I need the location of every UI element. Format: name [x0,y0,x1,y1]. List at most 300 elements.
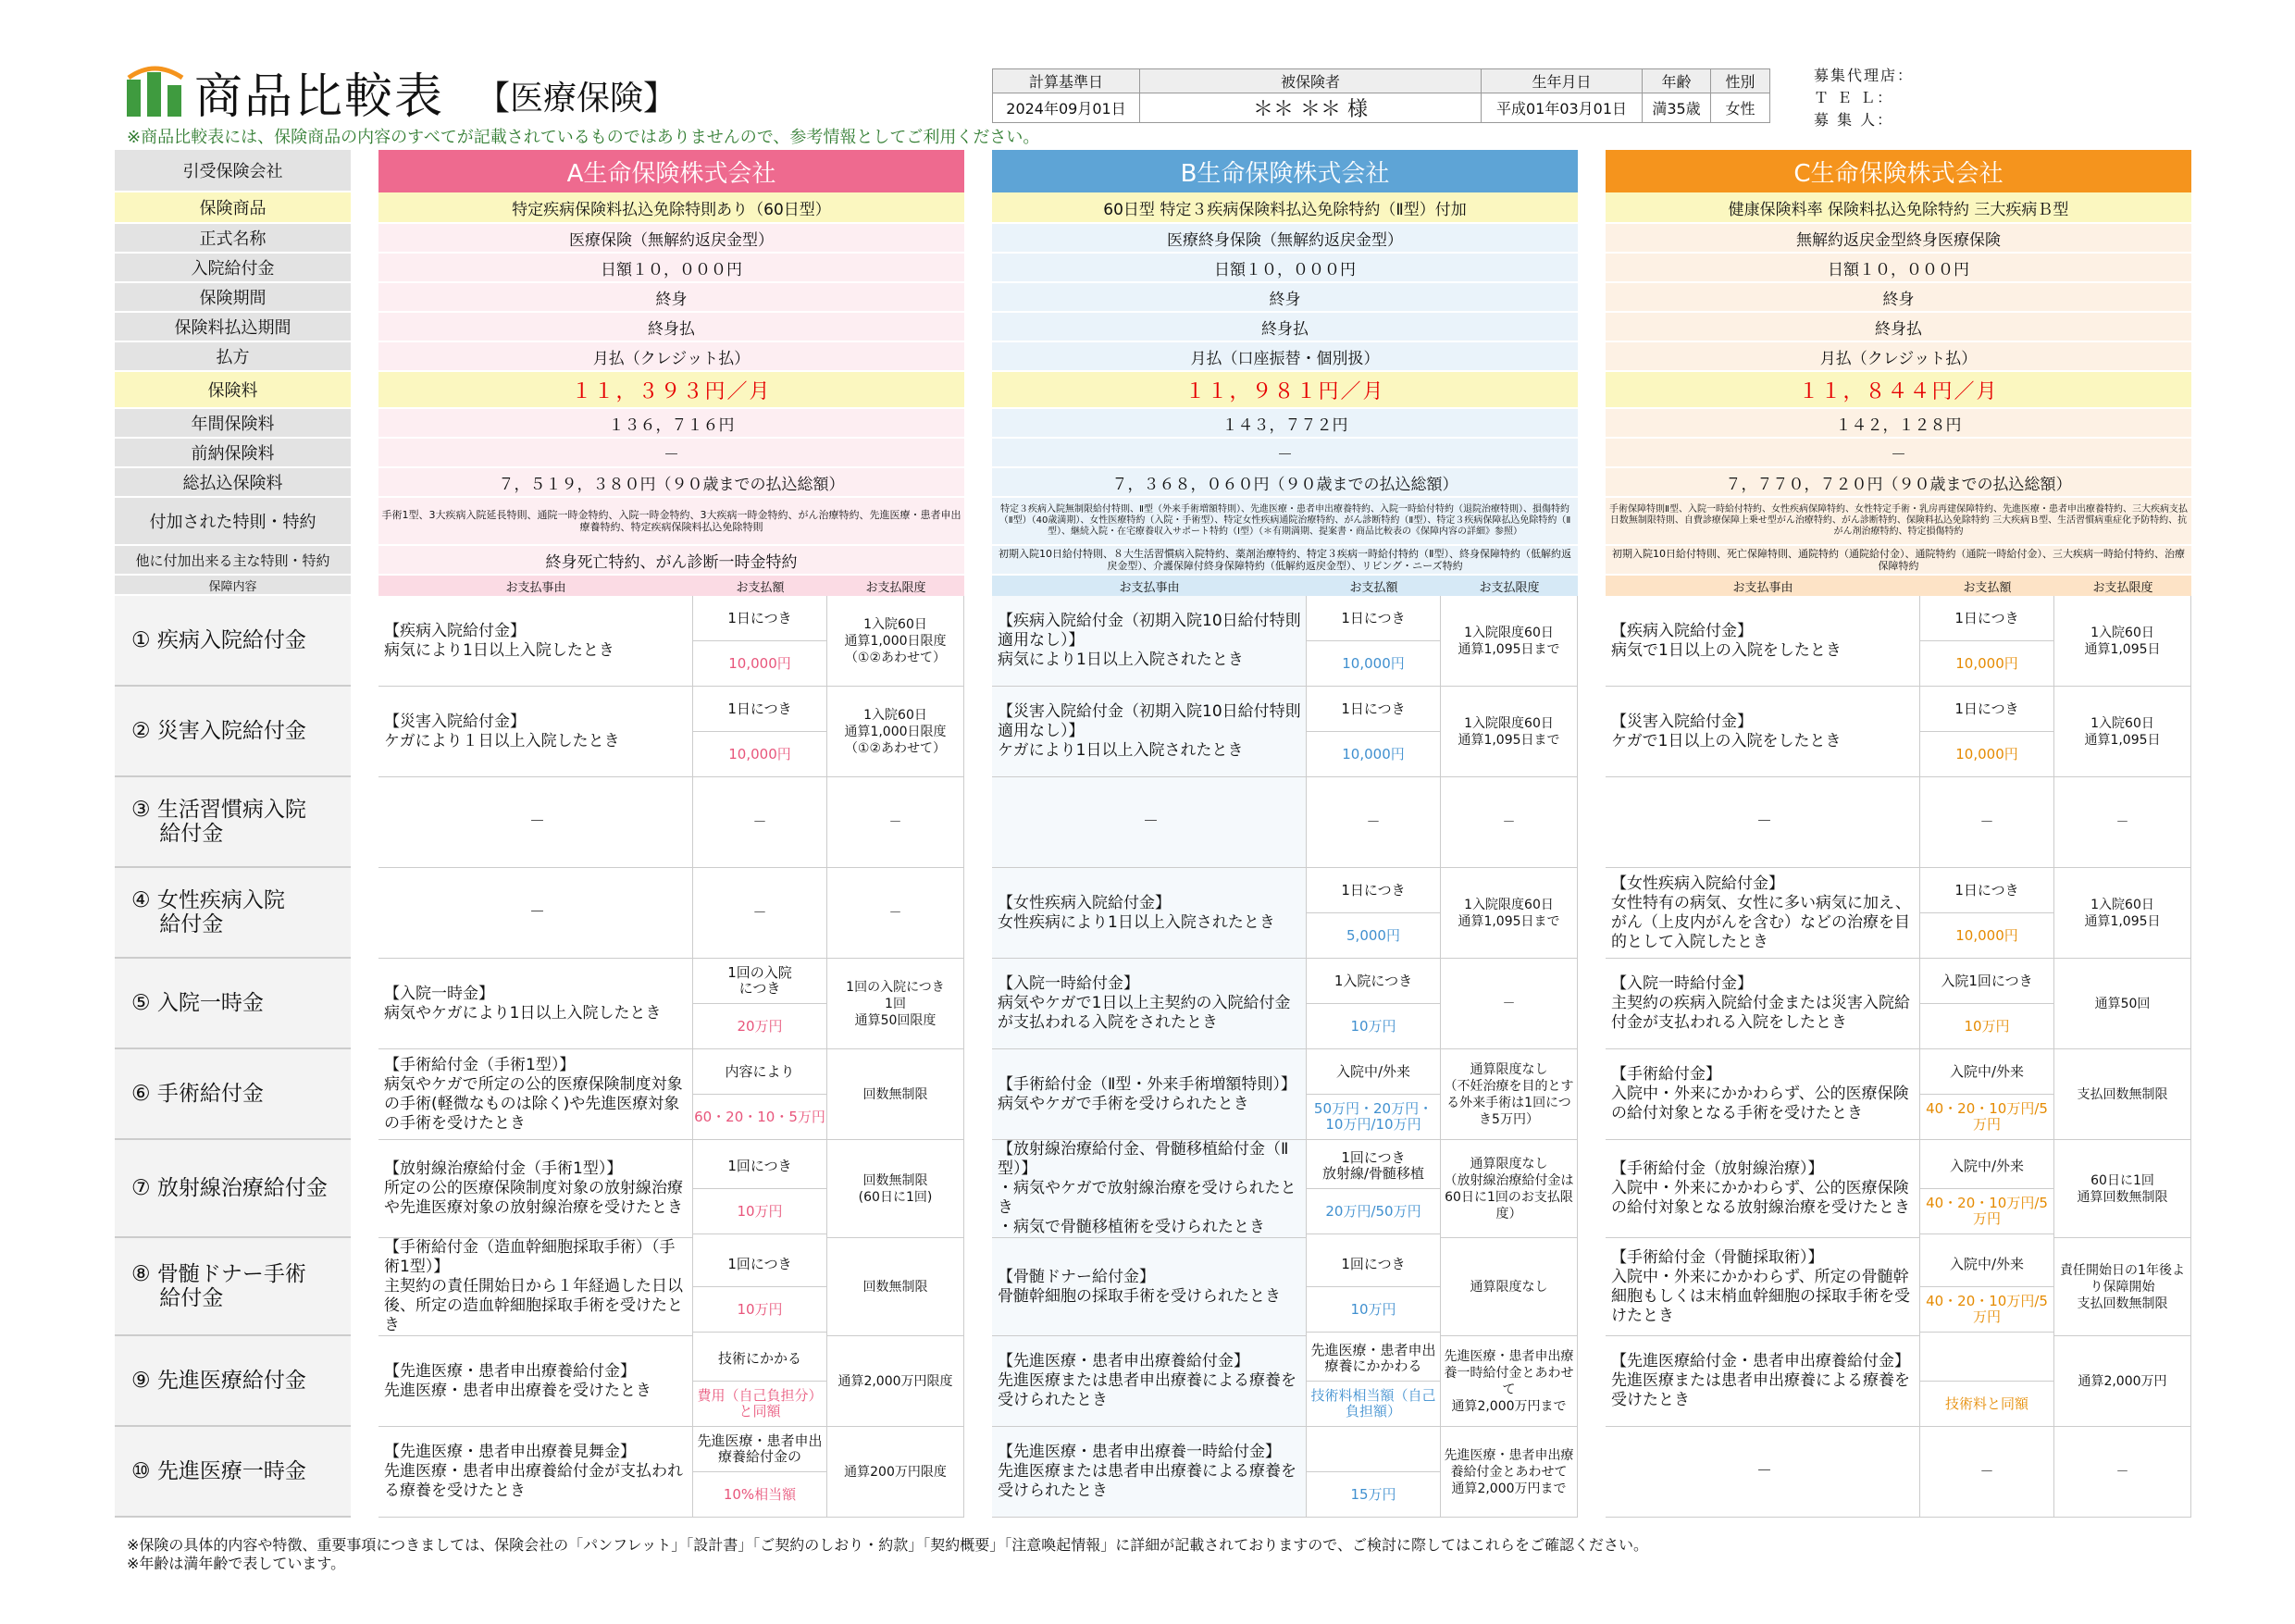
amount-unit: 1日につき [1920,868,2053,913]
benefit-limit: 支払回数無制限 [2054,1049,2191,1140]
benefit-amount [1920,687,2054,777]
age: 満35歳 [1643,93,1711,123]
amount-value: 10万円 [1307,1287,1440,1333]
company-a-method: 月払（クレジット払） [378,342,964,372]
benefit-label: ① 疾病入院給付金 [115,596,351,687]
benefit-limit: 1入院60日 通算1,095日 [2054,687,2191,777]
column-gap [1578,576,1606,596]
benefit-event: － [378,777,693,868]
amount-value: 10万円 [1920,1004,2053,1049]
company-c-period: 終身 [1606,283,2191,313]
column-gap [964,777,992,868]
row-label-riders: 付加された特則・特約 [115,498,351,546]
benefit-event: 【手術給付金（手術1型）】 病気やケガで所定の公的医療保険制度対象の手術(軽微なものは除く)や先進医療対象の手術を受けたとき [378,1049,693,1140]
amount-unit: 1回につき [693,1144,826,1189]
column-gap [1578,150,1606,192]
benefit-event: － [1606,777,1920,868]
column-gap [351,498,378,546]
benefit-event: 【疾病入院給付金（初期入院10日給付特則適用なし）】 病気により1日以上入院されたとき [992,596,1307,687]
benefit-event: 【手術給付金】 入院中・外来にかかわらず、公的医療保険の給付対象となる手術を受けたとき [1606,1049,1920,1140]
benefit-event: 【手術給付金（放射線治療）】 入院中・外来にかかわらず、公的医療保険の給付対象となる放射線治療を受けたとき [1606,1140,1920,1238]
page-subtitle: 【医療保険】 [477,80,677,118]
info-header: 被保険者 [1140,69,1482,93]
company-a-period: 終身 [378,283,964,313]
column-gap [964,372,992,409]
company-a-official: 医療保険（無解約返戻金型） [378,224,964,254]
amount-unit: 1日につき [693,687,826,732]
benefit-event: 【先進医療・患者申出療養見舞金】 先進医療・患者申出療養給付金が支払われる療養を受けたとき [378,1427,693,1518]
column-gap [351,1140,378,1238]
benefit-label: ⑧ 骨髄ドナー手術 給付金 [115,1238,351,1336]
column-gap [351,192,378,224]
column-gap [1578,868,1606,959]
benefit-amount [1307,868,1441,959]
benefit-amount [1920,1238,2054,1336]
benefit-amount [693,1336,827,1427]
benefit-amount [1307,1238,1441,1336]
benefit-amount [1920,1049,2054,1140]
column-gap [351,959,378,1049]
benefit-limit: 1入院60日 通算1,095日 [2054,868,2191,959]
column-gap [351,1427,378,1518]
sub-header-c-2: お支払限度 [2054,576,2191,596]
column-gap [964,1238,992,1336]
column-gap [351,868,378,959]
footer-note: ※年齢は満年齢で表しています。 [127,1555,346,1572]
benefit-amount [1920,868,2054,959]
row-label-other: 他に付加出来る主な特則・特約 [115,546,351,576]
benefit-limit: 1回の入院につき 1回 通算50回限度 [827,959,964,1049]
benefit-event: 【入院一時金】 病気やケガにより1日以上入院したとき [378,959,693,1049]
column-gap [1578,959,1606,1049]
info-header: 生年月日 [1482,69,1643,93]
notice-text: ※商品比較表には、保険商品の内容のすべてが記載されているものではありませんので、参考情報としてご利用ください。 [127,128,1040,147]
sub-header-b-1: お支払額 [1307,576,1441,596]
benefit-limit: 1入院60日 通算1,000日限度 （①②あわせて） [827,687,964,777]
amount-value: 40・20・10万円/5万円 [1920,1287,2053,1333]
benefit-limit: 通算50回 [2054,959,2191,1049]
company-b-riders: 特定３疾病入院無制限給付特則、Ⅱ型（外来手術増額特則）、先進医療・患者申出療養特約、入院一時給付特約（退院治療特則）、損傷特約（Ⅱ型）（40歳満期）、女性医療特約（入院・手術型）、特定女性疾病通院治療特約、がん診断特約（Ⅱ型）、特定３疾病保障払込免除特約（Ⅱ型）、継続入院・在宅療養収入サポート特約（Ⅰ型）（＊有期満期、提案書・商品比較表の《保障内容の詳細》参照） [992,498,1578,546]
column-gap [1578,687,1606,777]
amount-value: 10,000円 [1307,732,1440,777]
benefit-amount [1307,687,1441,777]
company-c-daily: 日額１０，０００円 [1606,254,2191,283]
sub-header-c-0: お支払事由 [1606,576,1920,596]
row-label-method: 払方 [115,342,351,372]
amount-value: 技術料相当額（自己負担額） [1307,1382,1440,1427]
benefit-amount [1307,1049,1441,1140]
benefit-limit: 1入院限度60日 通算1,095日まで [1441,687,1578,777]
amount-value: 10,000円 [693,641,826,687]
benefit-event: 【災害入院給付金】 ケガで1日以上の入院をしたとき [1606,687,1920,777]
benefit-limit: 1入院限度60日 通算1,095日まで [1441,868,1578,959]
benefit-limit: 60日に1回 通算回数無制限 [2054,1140,2191,1238]
row-label-total: 総払込保険料 [115,468,351,498]
amount-unit: 入院中/外来 [1920,1049,2053,1095]
amount-unit: 1日につき [693,596,826,641]
amount-unit: 1日につき [1307,868,1440,913]
company-c-method: 月払（クレジット払） [1606,342,2191,372]
benefit-amount [1307,596,1441,687]
benefit-event: 【疾病入院給付金】 病気により1日以上入院したとき [378,596,693,687]
benefit-event: 【放射線治療給付金（手術1型）】 所定の公的医療保険制度対象の放射線治療や先進医療対象の放射線治療を受けたとき [378,1140,693,1238]
benefit-amount [1920,596,2054,687]
benefit-limit: 回数無制限 [827,1049,964,1140]
column-gap [351,254,378,283]
insured-info-table [992,68,1770,123]
column-gap [964,439,992,468]
company-a-product: 特定疾病保険料払込免除特則あり（60日型） [378,192,964,224]
footer-note: ※保険の具体的内容や特徴、重要事項につきましては、保険会社の「パンフレット」「設計書」「ご契約のしおり・約款」「契約概要」「注意喚起情報」に詳細が記載されておりますので、ご検討に際してはこれらをご確認ください。 [127,1536,1648,1554]
column-gap [964,254,992,283]
company-b-total: ７，３６８，０６０円（９０歳までの払込総額） [992,468,1578,498]
benefit-limit: 回数無制限 [827,1238,964,1336]
benefit-amount [693,959,827,1049]
column-gap [964,1336,992,1427]
tel-label: Ｔ Ｅ Ｌ： [1814,89,1894,106]
amount-unit [1307,1427,1440,1472]
amount-unit: 先進医療・患者申出療養給付金の [693,1427,826,1472]
benefit-event: 【災害入院給付金】 ケガにより１日以上入院したとき [378,687,693,777]
amount-unit: 内容により [693,1049,826,1095]
company-b-official: 医療終身保険（無解約返戻金型） [992,224,1578,254]
benefit-limit: 回数無制限 (60日に1回) [827,1140,964,1238]
benefit-label: ⑥ 手術給付金 [115,1049,351,1140]
page-title: 商品比較表 [194,69,445,125]
benefit-limit: 責任開始日の1年後より保障開始 支払回数無制限 [2054,1238,2191,1336]
amount-unit: 入院中/外来 [1920,1144,2053,1189]
amount-unit: 1入院につき [1307,959,1440,1004]
company-c-official: 無解約返戻金型終身医療保険 [1606,224,2191,254]
row-label-prepay: 前納保険料 [115,439,351,468]
benefit-event: 【先進医療給付金・患者申出療養給付金】 先進医療または患者申出療養による療養を受けたとき [1606,1336,1920,1427]
row-label-annual: 年間保険料 [115,409,351,439]
benefit-event: 【放射線治療給付金、骨髄移植給付金（Ⅱ型）】 ・病気やケガで放射線治療を受けられたとき ・病気で骨髄移植術を受けられたとき [992,1140,1307,1238]
company-a-prepay: － [378,439,964,468]
company-b-payperiod: 終身払 [992,313,1578,342]
company-b-premium: １１，９８１円／月 [992,372,1578,409]
row-label-company: 引受保険会社 [115,150,351,192]
column-gap [351,342,378,372]
benefit-limit: 通算限度なし （不妊治療を目的とする外来手術は1回につき5万円） [1441,1049,1578,1140]
benefit-event: 【先進医療・患者申出療養一時給付金】 先進医療または患者申出療養による療養を受けられたとき [992,1427,1307,1518]
benefit-amount [1307,777,1441,868]
column-gap [351,224,378,254]
amount-value: 10,000円 [1920,732,2053,777]
company-a-payperiod: 終身払 [378,313,964,342]
amount-unit: 1日につき [1307,687,1440,732]
company-b-annual: １４３，７７２円 [992,409,1578,439]
benefit-limit: 1入院60日 通算1,000日限度 （①②あわせて） [827,596,964,687]
benefit-label: ⑩ 先進医療一時金 [115,1427,351,1518]
row-label-period: 保険期間 [115,283,351,313]
benefit-amount [1920,1336,2054,1427]
amount-value: － [1920,777,2053,868]
column-gap [1578,1427,1606,1518]
sub-header-a-0: お支払事由 [378,576,693,596]
benefit-amount [693,868,827,959]
row-label-premium: 保険料 [115,372,351,409]
benefit-limit: 1入院限度60日 通算1,095日まで [1441,596,1578,687]
benefit-amount [693,596,827,687]
amount-unit: 技術にかかる [693,1336,826,1382]
amount-unit: 先進医療・患者申出療養にかかわる [1307,1336,1440,1382]
company-b-method: 月払（口座振替・個別扱） [992,342,1578,372]
column-gap [964,224,992,254]
amount-value: － [693,868,826,959]
benefit-amount [1920,1140,2054,1238]
company-b-period: 終身 [992,283,1578,313]
benefit-label: ⑤ 入院一時金 [115,959,351,1049]
column-gap [1578,313,1606,342]
benefit-amount [693,1238,827,1336]
column-gap [351,1336,378,1427]
benefit-amount [1920,777,2054,868]
column-gap [1578,1238,1606,1336]
logo-icon [127,65,184,117]
benefit-event: 【災害入院給付金（初期入院10日給付特則適用なし）】 ケガにより1日以上入院されたとき [992,687,1307,777]
row-label-daily: 入院給付金 [115,254,351,283]
column-gap [964,283,992,313]
company-b-daily: 日額１０，０００円 [992,254,1578,283]
info-header: 年齢 [1643,69,1711,93]
benefit-amount [1307,1336,1441,1427]
benefit-label: ② 災害入院給付金 [115,687,351,777]
column-gap [1578,596,1606,687]
amount-value: 技術料と同額 [1920,1382,2053,1427]
amount-value: 20万円 [693,1004,826,1049]
company-c-company: C生命保険株式会社 [1606,150,2191,192]
company-c-prepay: － [1606,439,2191,468]
benefit-amount [1920,1427,2054,1518]
column-gap [964,409,992,439]
sub-header-b-0: お支払事由 [992,576,1307,596]
benefit-event: 【疾病入院給付金】 病気で1日以上の入院をしたとき [1606,596,1920,687]
column-gap [351,468,378,498]
column-gap [1578,409,1606,439]
amount-unit: 1日につき [1920,687,2053,732]
company-a-riders: 手術1型、3大疾病入院延長特則、通院一時金特約、入院一時金特約、3大疾病一時金特約、がん治療特約、先進医療・患者申出療養特約、特定疾病保険料払込免除特則 [378,498,964,546]
column-gap [1578,1140,1606,1238]
company-a-other: 終身死亡特約、がん診断一時金特約 [378,546,964,576]
column-gap [1578,1336,1606,1427]
benefit-amount [693,1427,827,1518]
column-gap [964,498,992,546]
amount-value: 40・20・10万円/5万円 [1920,1095,2053,1140]
column-gap [964,342,992,372]
sub-header-b-2: お支払限度 [1441,576,1578,596]
amount-unit [1920,1336,2053,1382]
benefit-limit: － [2054,777,2191,868]
column-gap [351,439,378,468]
row-label-payperiod: 保険料払込期間 [115,313,351,342]
amount-value: 40・20・10万円/5万円 [1920,1189,2053,1234]
gender: 女性 [1711,93,1770,123]
company-c-other: 初期入院10日給付特則、死亡保障特則、通院特約（通院給付金）、通院特約（通院一時給付金）、三大疾病一時給付特約、治療保障特約 [1606,546,2191,576]
column-gap [1578,372,1606,409]
row-label-content: 保障内容 [115,576,351,596]
benefit-limit: 通算200万円限度 [827,1427,964,1518]
comparison-table [115,150,2191,1518]
amount-unit: 1日につき [1307,596,1440,641]
amount-value: 10万円 [1307,1004,1440,1049]
company-b-other: 初期入院10日給付特則、８大生活習慣病入院特約、薬剤治療特約、特定３疾病一時給付特約（Ⅱ型）、終身保障特約（低解約返戻金型）、介護保障付終身保障特約（低解約返戻金型）、リビング・ニーズ特約 [992,546,1578,576]
column-gap [351,576,378,596]
column-gap [964,596,992,687]
benefit-amount [1920,959,2054,1049]
column-gap [1578,224,1606,254]
company-b-product: 60日型 特定３疾病保険料払込免除特約（Ⅱ型）付加 [992,192,1578,224]
column-gap [351,1238,378,1336]
column-gap [1578,777,1606,868]
benefit-event: 【手術給付金（骨髄採取術）】 入院中・外来にかかわらず、所定の骨髄幹細胞もしくは末梢血幹細胞の採取手術を受けたとき [1606,1238,1920,1336]
benefit-event: 【手術給付金（Ⅱ型・外来手術増額特則）】 病気やケガで手術を受けられたとき [992,1049,1307,1140]
row-label-official: 正式名称 [115,224,351,254]
benefit-amount [693,687,827,777]
column-gap [1578,283,1606,313]
column-gap [1578,498,1606,546]
calc-date: 2024年09月01日 [993,93,1140,123]
column-gap [964,1049,992,1140]
column-gap [1578,439,1606,468]
column-gap [964,468,992,498]
company-a-company: A生命保険株式会社 [378,150,964,192]
column-gap [1578,546,1606,576]
column-gap [1578,1049,1606,1140]
amount-value: 10%相当額 [693,1472,826,1518]
amount-unit: 1回につき [1307,1242,1440,1287]
benefit-limit: 通算2,000万円 [2054,1336,2191,1427]
benefit-event: 【入院一時給付金】 病気やケガで1日以上主契約の入院給付金が支払われる入院をされたとき [992,959,1307,1049]
amount-unit: 入院中/外来 [1920,1242,2053,1287]
column-gap [351,777,378,868]
agent-label: 募 集 人： [1814,111,1894,129]
amount-value: 10,000円 [1920,641,2053,687]
amount-unit: 1回につき 放射線/骨髄移植 [1307,1144,1440,1189]
benefit-label: ③ 生活習慣病入院 給付金 [115,777,351,868]
agency-block [1814,65,1914,131]
benefit-amount [693,1140,827,1238]
amount-value: 10,000円 [1307,641,1440,687]
column-gap [351,546,378,576]
amount-value: 費用（自己負担分）と同額 [693,1382,826,1427]
benefit-amount [1307,1427,1441,1518]
company-c-annual: １４２，１２８円 [1606,409,2191,439]
benefit-event: － [992,777,1307,868]
column-gap [1578,254,1606,283]
benefit-event: － [1606,1427,1920,1518]
column-gap [964,150,992,192]
column-gap [351,313,378,342]
benefit-amount [693,777,827,868]
benefit-limit: － [827,868,964,959]
company-c-total: ７，７７０，７２０円（９０歳までの払込総額） [1606,468,2191,498]
benefit-event: 【先進医療・患者申出療養給付金】 先進医療・患者申出療養を受けたとき [378,1336,693,1427]
company-a-premium: １１，３９３円／月 [378,372,964,409]
benefit-event: 【骨髄ドナー給付金】 骨髄幹細胞の採取手術を受けられたとき [992,1238,1307,1336]
sub-header-a-1: お支払額 [693,576,827,596]
company-c-riders: 手術保障特則Ⅱ型、入院一時給付特約、女性疾病保障特約、女性特定手術・乳房再建保障特約、先進医療・患者申出療養特約、三大疾病支払日数無制限特則、自費診療保障上乗せ型がん治療特約、がん診断特約、保険料払込免除特約 三大疾病Ｂ型、生活習慣病重症化予防特約、抗がん剤治療特約、特定損傷特約 [1606,498,2191,546]
amount-value: 5,000円 [1307,913,1440,959]
column-gap [964,313,992,342]
row-label-product: 保険商品 [115,192,351,224]
column-gap [351,283,378,313]
benefit-label: ⑨ 先進医療給付金 [115,1336,351,1427]
benefit-amount [1307,959,1441,1049]
column-gap [964,959,992,1049]
benefit-limit: 先進医療・患者申出療養給付金とあわせて 通算2,000万円まで [1441,1427,1578,1518]
column-gap [964,687,992,777]
company-a-daily: 日額１０，０００円 [378,254,964,283]
benefit-limit: － [1441,777,1578,868]
amount-value: 15万円 [1307,1472,1440,1518]
amount-unit: 入院1回につき [1920,959,2053,1004]
benefit-event: 【入院一時給付金】 主契約の疾病入院給付金または災害入院給付金が支払われる入院をしたとき [1606,959,1920,1049]
benefit-limit: 通算限度なし [1441,1238,1578,1336]
amount-value: 10,000円 [693,732,826,777]
amount-value: 60・20・10・5万円 [693,1095,826,1140]
column-gap [351,409,378,439]
company-a-total: ７，５１９，３８０円（９０歳までの払込総額） [378,468,964,498]
benefit-event: 【先進医療・患者申出療養給付金】 先進医療または患者申出療養による療養を受けられたとき [992,1336,1307,1427]
benefit-limit: 通算限度なし （放射線治療給付金は60日に1回のお支払限度） [1441,1140,1578,1238]
column-gap [964,546,992,576]
column-gap [1578,192,1606,224]
company-c-product: 健康保険料率 保険料払込免除特約 三大疾病Ｂ型 [1606,192,2191,224]
amount-unit: 1日につき [1920,596,2053,641]
company-b-prepay: － [992,439,1578,468]
column-gap [1578,342,1606,372]
column-gap [964,868,992,959]
insured-name: ＊＊ ＊＊ 様 [1140,93,1482,123]
amount-value: － [1307,777,1440,868]
company-c-premium: １１，８４４円／月 [1606,372,2191,409]
amount-value: 20万円/50万円 [1307,1189,1440,1234]
benefit-limit: 1入院60日 通算1,095日 [2054,596,2191,687]
benefit-limit: 通算2,000万円限度 [827,1336,964,1427]
amount-value: 10,000円 [1920,913,2053,959]
benefit-event: 【女性疾病入院給付金】 女性特有の病気、女性に多い病気に加え、がん（上皮内がんを含む）などの治療を目的として入院したとき [1606,868,1920,959]
company-b-company: B生命保険株式会社 [992,150,1578,192]
benefit-event: － [378,868,693,959]
amount-value: 50万円・20万円・10万円/10万円 [1307,1095,1440,1140]
benefit-label: ④ 女性疾病入院 給付金 [115,868,351,959]
column-gap [964,1140,992,1238]
column-gap [351,150,378,192]
column-gap [1578,468,1606,498]
amount-unit: 1回につき [693,1242,826,1287]
column-gap [964,192,992,224]
benefit-limit: 先進医療・患者申出療養一時給付金とあわせて 通算2,000万円まで [1441,1336,1578,1427]
benefit-label: ⑦ 放射線治療給付金 [115,1140,351,1238]
benefit-event: 【手術給付金（造血幹細胞採取手術）（手術1型）】 主契約の責任開始日から１年経過した日以後、所定の造血幹細胞採取手術を受けたとき [378,1238,693,1336]
agency-label: 募集代理店： [1814,67,1915,84]
column-gap [964,576,992,596]
info-header: 計算基準日 [993,69,1140,93]
benefit-limit: － [827,777,964,868]
column-gap [964,1427,992,1518]
benefit-limit: － [1441,959,1578,1049]
footer [127,1536,1648,1573]
company-a-annual: １３６，７１６円 [378,409,964,439]
amount-value: 10万円 [693,1189,826,1234]
column-gap [351,372,378,409]
benefit-limit: － [2054,1427,2191,1518]
column-gap [351,1049,378,1140]
amount-value: 10万円 [693,1287,826,1333]
sub-header-a-2: お支払限度 [827,576,964,596]
amount-value: － [1920,1427,2053,1518]
